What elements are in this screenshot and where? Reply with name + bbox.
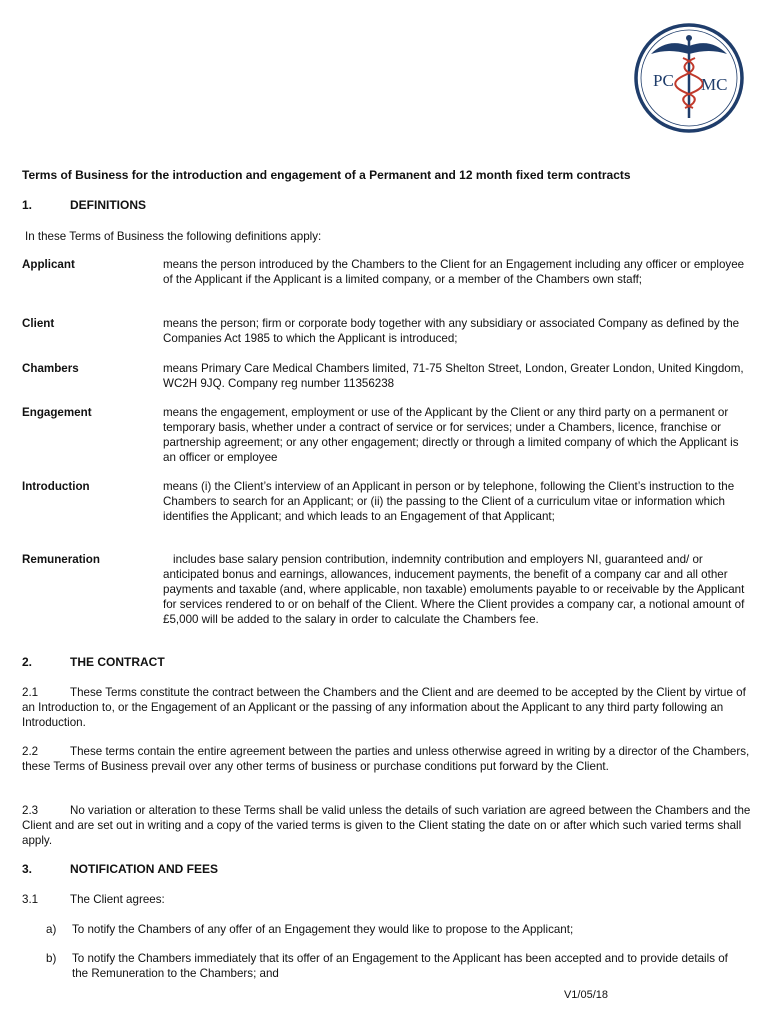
section-2-number: 2. bbox=[22, 655, 33, 669]
definition-text: means (i) the Client’s interview of an Applicant in person or by telephone, following the Client’s instruction to the Chambers to search for an Applicant; or (ii) the passing to the Client of a curriculum vitae or information which identifies the Applicant; and which leads to an Engagement of that Applicant; bbox=[163, 480, 735, 523]
definition-term: Applicant bbox=[22, 258, 75, 271]
definition-text: means the person introduced by the Chambers to the Client for an Engagement including any officer or employee of the Applicant if the Applicant is a limited company, or a member of the Chambers own staff; bbox=[163, 258, 745, 286]
list-item-text: To notify the Chambers immediately that its offer of an Engagement to the Applicant has been accepted and to provide details of the Remuneration to the Chambers; and bbox=[72, 952, 728, 980]
clause-2-3 bbox=[22, 803, 752, 848]
logo-mc-text: MC bbox=[701, 75, 728, 94]
definition-text: means Primary Care Medical Chambers limited, 71-75 Shelton Street, London, Greater London, United Kingdom, WC2H 9JQ. Company reg number 11356238 bbox=[163, 362, 744, 390]
list-item-label: a) bbox=[46, 923, 57, 936]
list-item-label: b) bbox=[46, 952, 57, 965]
definition-text: includes base salary pension contribution, indemnity contribution and employers NI, guaranteed and/ or anticipated bonus and earnings, allowances, inducement payments, the benefit of a company car and all other payments and taxable (and, where applicable, non taxable) emoluments payable to or receivable by the Applicant for services rendered to or on behalf of the Client. Where the Client provides a company car, a notional amount of £5,000 will be added to the salary in order to calculate the Chambers fee. bbox=[163, 553, 745, 626]
clause-number: 2.3 bbox=[22, 804, 39, 817]
clause-text: No variation or alteration to these Terms shall be valid unless the details of such variation are agreed between the Chambers and the Client and are set out in writing and a copy of the varied terms is given to the Client stating the date on or after which such varied terms shall apply. bbox=[22, 804, 751, 847]
clause-text: These Terms constitute the contract between the Chambers and the Client and are deemed to be accepted by the Client by virtue of an Introduction to, or the Engagement of an Applicant or the passing of any information about the Applicant to any third party following an Introduction. bbox=[22, 686, 746, 729]
definition-term: Remuneration bbox=[22, 553, 100, 566]
clause-3-1-text: The Client agrees: bbox=[70, 893, 165, 906]
pcmc-logo-graphic bbox=[633, 22, 745, 134]
company-logo bbox=[633, 22, 745, 134]
definition-term: Client bbox=[22, 317, 55, 330]
logo-pc-text: PC bbox=[653, 71, 674, 90]
clause-2-2 bbox=[22, 744, 752, 774]
clause-number: 2.2 bbox=[22, 745, 39, 758]
definition-text: means the engagement, employment or use of the Applicant by the Client or any third party on a permanent or temporary basis, whether under a contract of service or for services; under a Chambers, licence, franchise or partnership agreement; or any other engagement; directly or through a limited company of which the Applicant is an officer or employee bbox=[163, 406, 739, 464]
section-3-number: 3. bbox=[22, 862, 33, 876]
clause-3-1-number: 3.1 bbox=[22, 893, 39, 906]
section-1-number: 1. bbox=[22, 198, 33, 212]
section-1-heading: DEFINITIONS bbox=[70, 198, 147, 212]
clause-2-1 bbox=[22, 685, 752, 730]
version-footer: V1/05/18 bbox=[563, 989, 608, 1001]
clause-text: These terms contain the entire agreement between the parties and unless otherwise agreed in writing by a director of the Chambers, these Terms of Business prevail over any other terms of business or purchase conditions put forward by the Client. bbox=[22, 745, 750, 773]
definition-term: Chambers bbox=[22, 362, 79, 375]
definition-term: Engagement bbox=[22, 406, 92, 419]
document-title: Terms of Business for the introduction and engagement of a Permanent and 12 month fixed term contracts bbox=[22, 168, 631, 182]
clause-number: 2.1 bbox=[22, 686, 39, 699]
list-item-text: To notify the Chambers of any offer of an Engagement they would like to propose to the Applicant; bbox=[72, 923, 574, 936]
section-3-heading: NOTIFICATION AND FEES bbox=[70, 862, 218, 876]
definition-term: Introduction bbox=[22, 480, 90, 493]
definition-text: means the person; firm or corporate body together with any subsidiary or associated Company as defined by the Companies Act 1985 to which the Applicant is introduced; bbox=[163, 317, 740, 345]
definitions-intro: In these Terms of Business the following definitions apply: bbox=[25, 230, 322, 243]
section-2-heading: THE CONTRACT bbox=[70, 655, 165, 669]
